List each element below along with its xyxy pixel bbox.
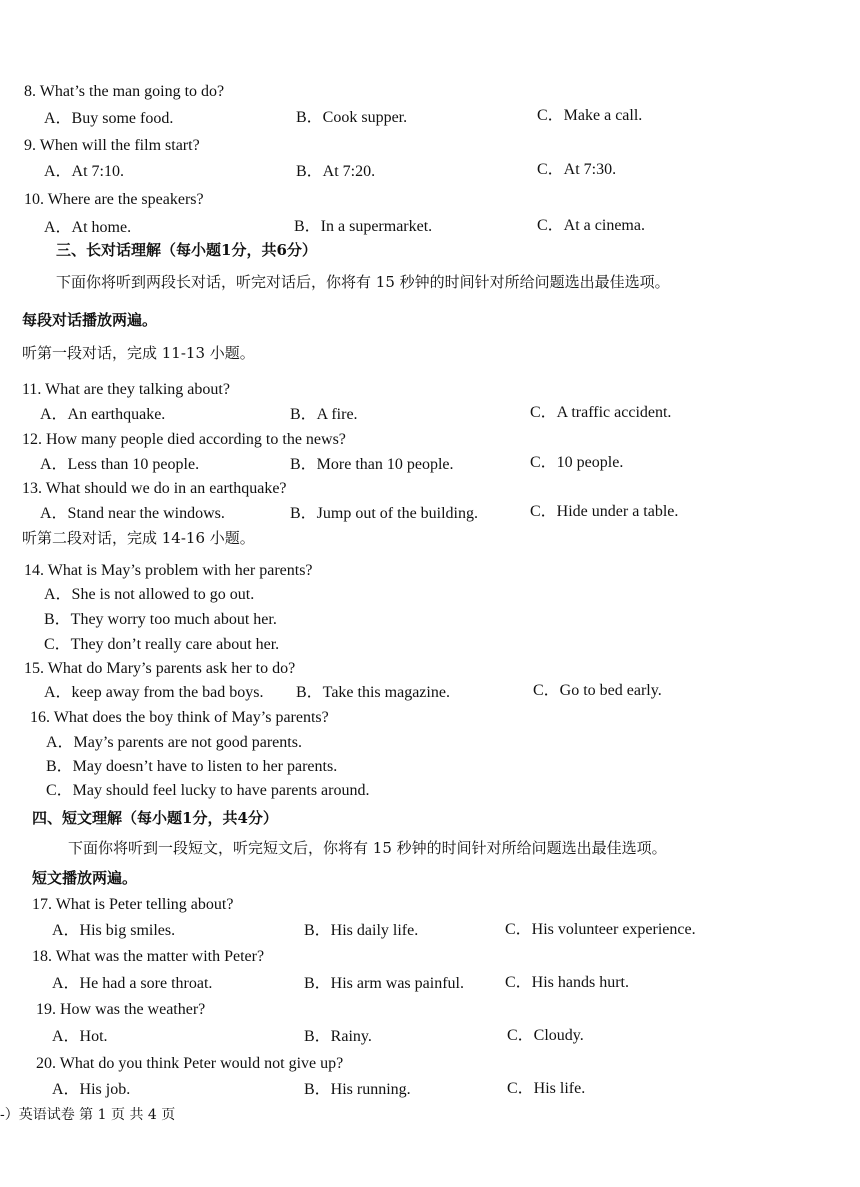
question-10: 10. Where are the speakers? <box>24 191 204 208</box>
option-18a: A．He had a sore throat. <box>52 975 213 992</box>
question-14: 14. What is May’s problem with her parents? <box>24 562 313 579</box>
option-8c: C．Make a call. <box>537 107 643 124</box>
option-8b: B．Cook supper. <box>296 109 408 126</box>
option-17c: C．His volunteer experience. <box>505 921 696 938</box>
option-17a: A．His big smiles. <box>52 922 176 939</box>
option-20b: B．His running. <box>304 1081 411 1098</box>
option-20a: A．His job. <box>52 1081 131 1098</box>
question-13: 13. What should we do in an earthquake? <box>22 480 287 497</box>
option-10c: C．At a cinema. <box>537 217 645 234</box>
option-13a: A．Stand near the windows. <box>40 505 225 522</box>
section-4-note: 短文播放两遍。 <box>32 869 138 887</box>
option-19c: C．Cloudy. <box>507 1027 584 1044</box>
dialogue-2-heading: 听第二段对话，完成 14-16 小题。 <box>22 529 255 547</box>
question-17: 17. What is Peter telling about? <box>32 896 234 913</box>
option-15b: B．Take this magazine. <box>296 684 450 701</box>
option-14b: B．They worry too much about her. <box>44 611 277 628</box>
option-15a: A．keep away from the bad boys. <box>44 684 264 701</box>
option-11a: A．An earthquake. <box>40 406 166 423</box>
question-15: 15. What do Mary’s parents ask her to do? <box>24 660 296 677</box>
option-11b: B．A fire. <box>290 406 358 423</box>
option-10a: A．At home. <box>44 219 132 236</box>
option-16a: A．May’s parents are not good parents. <box>46 734 302 751</box>
option-9a: A．At 7:10. <box>44 163 125 180</box>
question-18: 18. What was the matter with Peter? <box>32 948 265 965</box>
option-17b: B．His daily life. <box>304 922 419 939</box>
section-4-instruction: 下面你将听到一段短文，听完短文后，你将有 15 秒钟的时间针对所给问题选出最佳选项。 <box>68 839 667 857</box>
option-15c: C．Go to bed early. <box>533 682 662 699</box>
option-16c: C．May should feel lucky to have parents around. <box>46 782 370 799</box>
option-12c: C．10 people. <box>530 454 624 471</box>
option-20c: C．His life. <box>507 1080 586 1097</box>
question-16: 16. What does the boy think of May’s parents? <box>30 709 329 726</box>
option-13b: B．Jump out of the building. <box>290 505 479 522</box>
section-3-note: 每段对话播放两遍。 <box>22 311 158 329</box>
option-14a: A．She is not allowed to go out. <box>44 586 255 603</box>
option-18b: B．His arm was painful. <box>304 975 464 992</box>
option-8a: A．Buy some food. <box>44 110 174 127</box>
option-14c: C．They don’t really care about her. <box>44 636 280 653</box>
option-19b: B．Rainy. <box>304 1028 372 1045</box>
option-12a: A．Less than 10 people. <box>40 456 200 473</box>
option-19a: A．Hot. <box>52 1028 108 1045</box>
section-3-instruction: 下面你将听到两段长对话，听完对话后，你将有 15 秒钟的时间针对所给问题选出最佳选项。 <box>56 273 670 291</box>
option-12b: B．More than 10 people. <box>290 456 454 473</box>
section-3-title: 三、长对话理解（每小题1分，共6分） <box>56 241 317 259</box>
option-9b: B．At 7:20. <box>296 163 376 180</box>
question-19: 19. How was the weather? <box>36 1001 206 1018</box>
dialogue-1-heading: 听第一段对话，完成 11-13 小题。 <box>22 344 255 362</box>
option-13c: C．Hide under a table. <box>530 503 679 520</box>
question-12: 12. How many people died according to the news? <box>22 431 346 448</box>
question-11: 11. What are they talking about? <box>22 381 230 398</box>
option-16b: B．May doesn’t have to listen to her parents. <box>46 758 338 775</box>
option-18c: C．His hands hurt. <box>505 974 630 991</box>
option-11c: C．A traffic accident. <box>530 404 672 421</box>
option-9c: C．At 7:30. <box>537 161 617 178</box>
question-20: 20. What do you think Peter would not give up? <box>36 1055 344 1072</box>
question-9: 9. When will the film start? <box>24 137 200 154</box>
option-10b: B．In a supermarket. <box>294 218 433 235</box>
page-footer: -）英语试卷 第 1 页 共 4 页 <box>0 1107 176 1123</box>
question-8: 8. What’s the man going to do? <box>24 83 225 100</box>
section-4-title: 四、短文理解（每小题1分，共4分） <box>32 809 278 827</box>
